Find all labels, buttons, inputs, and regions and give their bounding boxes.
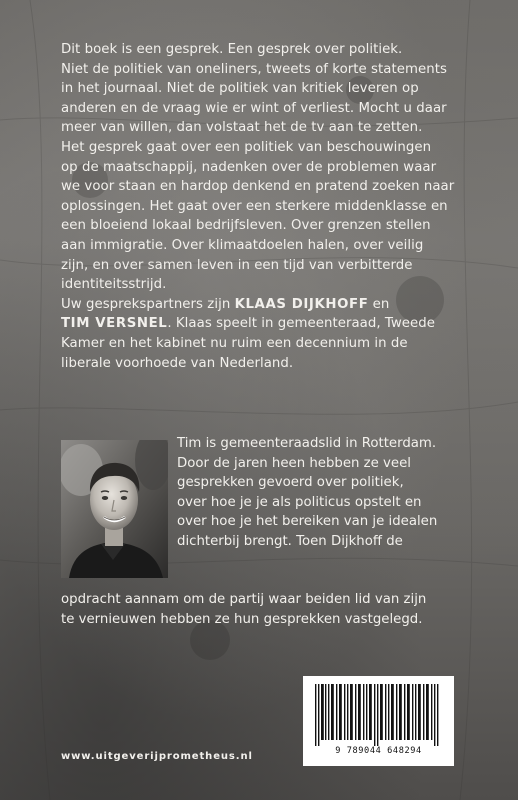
barcode-bars [313, 684, 444, 746]
blurb-line: aan immigratie. Over klimaatdoelen halen, over veilig [61, 237, 424, 253]
partners-and: en [368, 296, 390, 312]
blurb-line: opdracht aannam om de partij waar beiden lid van zijn [61, 592, 427, 607]
blurb-text [61, 40, 481, 373]
blurb-line: in het journaal. Niet de politiek van kritiek leveren op [61, 81, 419, 97]
blurb-line: dichterbij brengt. Toen Dijkhoff de [177, 533, 403, 549]
author-name-tim: TIM VERSNEL [61, 316, 168, 332]
blurb-line: anderen en de vraag wie er wint of verliest. Mocht u daar [61, 100, 447, 116]
blurb-line: Tim is gemeenteraadslid in Rotterdam. [177, 436, 437, 451]
blurb-line: identiteitsstrijd. [61, 277, 167, 293]
isbn-barcode [303, 676, 454, 766]
blurb-line: Het gesprek gaat over een politiek van beschouwingen [61, 139, 432, 155]
closing-text [61, 590, 481, 629]
partners-line [61, 295, 481, 315]
blurb-line: oplossingen. Het gaat over een sterkere middenklasse en [61, 198, 448, 214]
blurb-line: een bloeiend lokaal bedrijfsleven. Over grenzen stellen [61, 218, 431, 234]
blurb-line: we voor staan en hardop denkend en pratend zoeken naar [61, 179, 455, 195]
blurb-line: over hoe je het bereiken van je idealen [177, 514, 438, 530]
blurb-line: zijn, en over samen leven in een tijd van verbitterde [61, 257, 413, 273]
partners-prefix: Uw gesprekspartners zijn [61, 296, 235, 312]
publisher-website: www.uitgeverijprometheus.nl [61, 751, 253, 762]
author-name-klaas: KLAAS DIJKHOFF [234, 296, 369, 312]
isbn-number: 9 789044 648294 [335, 746, 422, 756]
blurb-line: over hoe je je als politicus opstelt en [177, 494, 422, 510]
blurb-line: op de maatschappij, nadenken over de problemen waar [61, 159, 437, 175]
blurb-line: meer van willen, dan volstaat het de tv aan te zetten. [61, 120, 423, 136]
portrait-image [61, 440, 168, 578]
blurb-line: Door de jaren heen hebben ze veel [177, 455, 411, 471]
klaas-line-rest: . Klaas speelt in gemeenteraad, Tweede [167, 316, 435, 332]
blurb-line: liberale voorhoede van Nederland. [61, 355, 294, 371]
blurb-line: Kamer en het kabinet nu ruim een decennium in de [61, 335, 408, 351]
klaas-line [61, 314, 481, 334]
blurb-line: gesprekken gevoerd over politiek, [177, 475, 404, 491]
tim-text [177, 434, 487, 552]
blurb-line: Dit boek is een gesprek. Een gesprek over politiek. [61, 42, 403, 57]
blurb-line: Niet de politiek van oneliners, tweets of korte statements [61, 61, 447, 77]
author-portrait [61, 440, 168, 578]
blurb-line: te vernieuwen hebben ze hun gesprekken vastgelegd. [61, 611, 423, 627]
